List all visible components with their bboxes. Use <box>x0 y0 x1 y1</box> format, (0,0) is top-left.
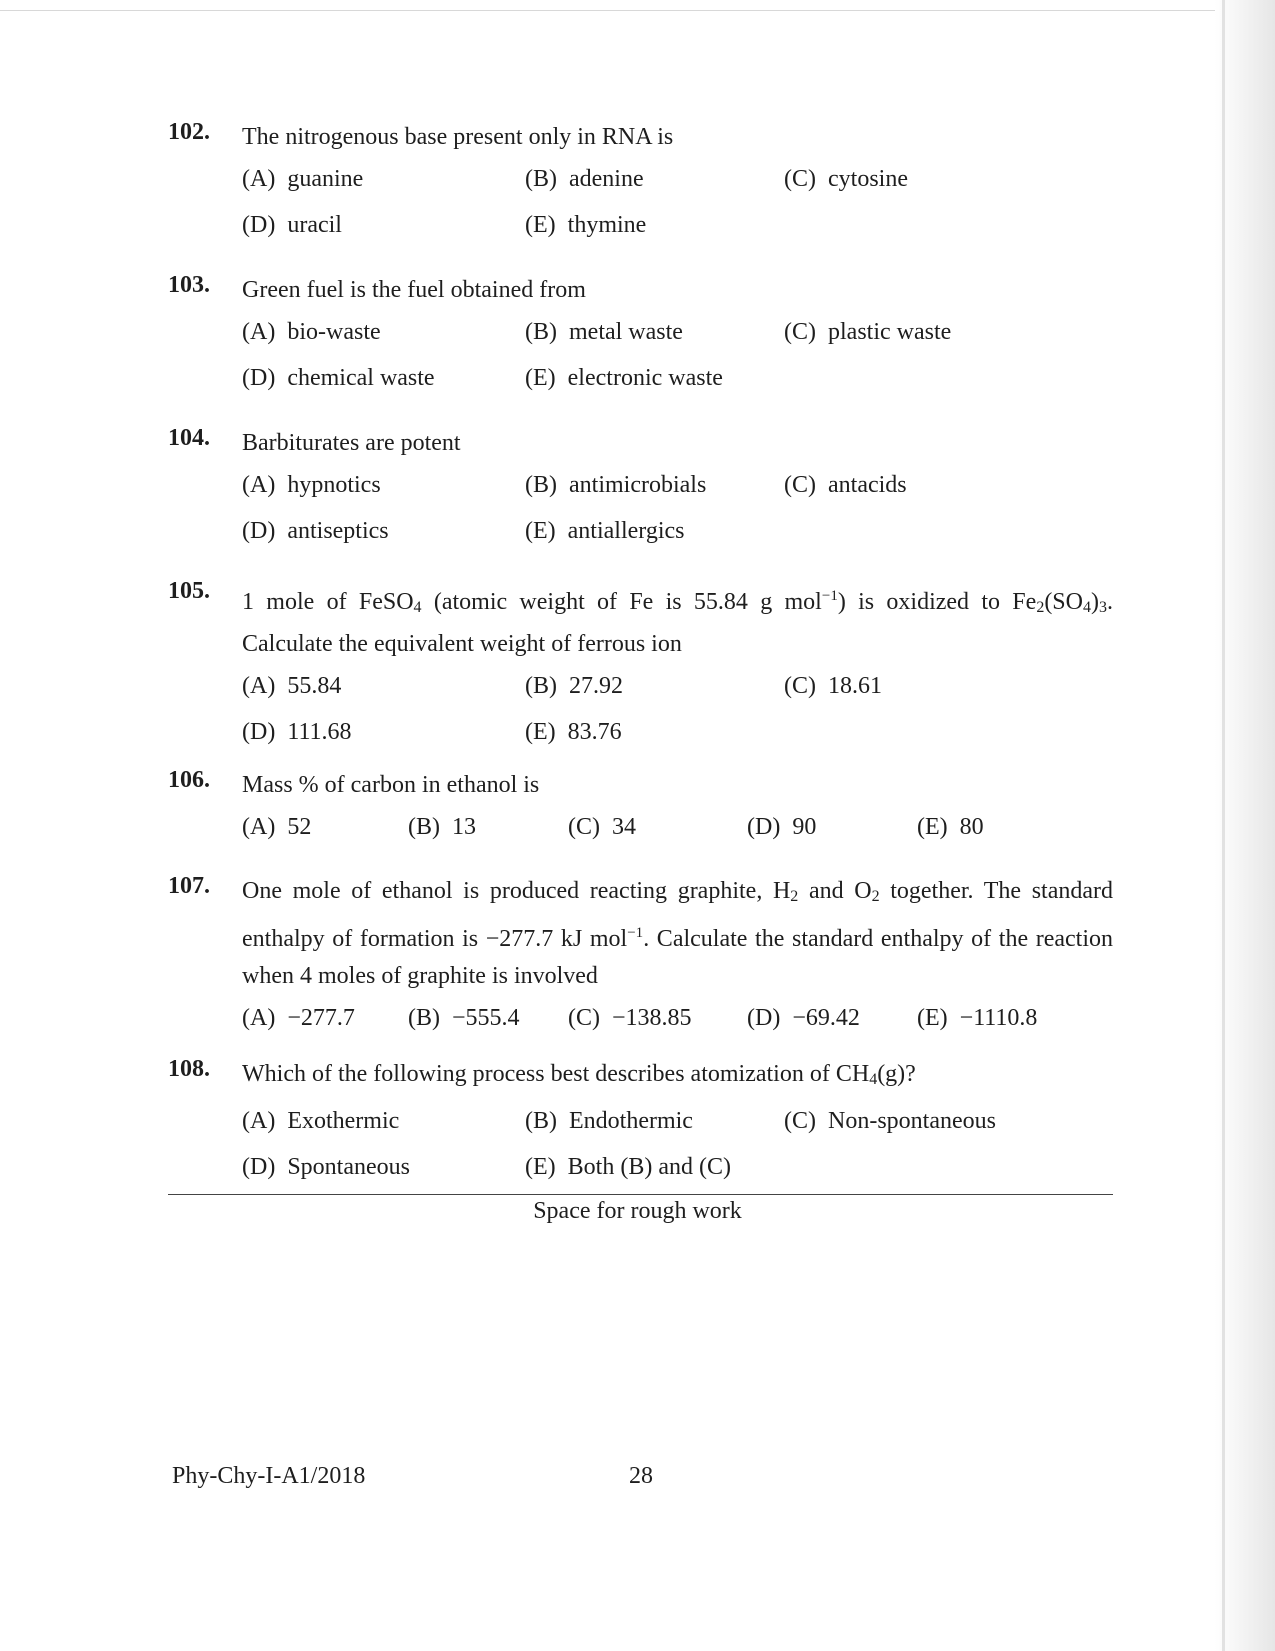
option-text: 18.61 <box>828 673 882 699</box>
option-a[interactable] <box>242 472 381 499</box>
option-b[interactable] <box>525 166 644 193</box>
option-d[interactable] <box>242 719 352 746</box>
option-e[interactable] <box>525 365 723 392</box>
option-text: 80 <box>959 814 984 840</box>
option-text: 13 <box>452 814 476 840</box>
option-d[interactable] <box>242 365 435 392</box>
option-text: 55.84 <box>287 673 342 699</box>
superscript: −1 <box>627 925 644 941</box>
option-label: (E) <box>917 814 948 840</box>
subscript: 3 <box>1098 599 1107 616</box>
question-text-part: (SO <box>1044 589 1083 615</box>
option-d[interactable] <box>242 518 389 545</box>
option-text: 52 <box>287 814 312 840</box>
option-text: Both (B) and (C) <box>567 1154 731 1180</box>
question-number: 103. <box>168 272 210 298</box>
option-label: (A) <box>242 1108 276 1134</box>
question-text-part: and O <box>798 878 872 904</box>
option-e[interactable] <box>525 212 646 239</box>
question-text: Mass % of carbon in ethanol is <box>242 772 540 798</box>
option-text: 90 <box>792 814 817 840</box>
option-text: 34 <box>612 814 636 840</box>
option-label: (D) <box>747 1005 781 1031</box>
option-c[interactable] <box>784 166 908 193</box>
option-text: −555.4 <box>452 1005 520 1031</box>
subscript: 2 <box>790 888 799 905</box>
question-text-part: 1 mole of FeSO <box>242 589 414 615</box>
subscript: 4 <box>869 1071 878 1088</box>
option-text: electronic waste <box>567 365 723 391</box>
question-number: 105. <box>168 578 210 604</box>
options-row-1 <box>242 156 1113 202</box>
question-text: Green fuel is the fuel obtained from <box>242 277 586 303</box>
subscript: 2 <box>1036 599 1045 616</box>
option-text: −69.42 <box>792 1005 860 1031</box>
option-label: (E) <box>525 1154 556 1180</box>
option-label: (C) <box>784 319 816 345</box>
option-text: Endothermic <box>569 1108 693 1134</box>
question-text <box>242 873 1113 995</box>
option-c[interactable] <box>568 1005 692 1032</box>
option-e[interactable] <box>525 1154 731 1181</box>
question-text-part: ) is oxidized to Fe <box>837 589 1037 615</box>
option-text: antimicrobials <box>569 472 707 498</box>
option-label: (D) <box>747 814 781 840</box>
question-105 <box>168 578 1113 755</box>
option-text: hypnotics <box>287 472 381 498</box>
question-text-part: . Calculate the standard enthalpy of the reaction when 4 moles of graphite is involved <box>242 926 1114 989</box>
option-text: guanine <box>287 166 364 192</box>
question-text: The nitrogenous base present only in RNA is <box>242 124 674 150</box>
option-label: (B) <box>408 814 440 840</box>
scan-fold-line <box>1222 0 1225 1651</box>
options-row-1 <box>242 462 1113 508</box>
option-d[interactable] <box>242 1154 410 1181</box>
option-b[interactable] <box>525 319 683 346</box>
option-label: (A) <box>242 319 276 345</box>
option-b[interactable] <box>525 472 706 499</box>
question-text-part: Which of the following process best describes atomization of CH <box>242 1061 870 1087</box>
option-label: (E) <box>525 212 556 238</box>
option-label: (D) <box>242 212 276 238</box>
option-label: (C) <box>568 1005 600 1031</box>
option-text: adenine <box>569 166 644 192</box>
question-text: Barbiturates are potent <box>242 430 461 456</box>
option-text: antacids <box>828 472 907 498</box>
option-label: (E) <box>525 719 556 745</box>
question-number: 107. <box>168 873 210 899</box>
option-d[interactable] <box>747 814 816 841</box>
option-text: 111.68 <box>287 719 352 745</box>
superscript: −1 <box>821 588 838 604</box>
question-107 <box>168 873 1113 1041</box>
option-label: (A) <box>242 472 276 498</box>
option-label: (B) <box>525 472 557 498</box>
question-text <box>242 1056 1113 1098</box>
option-label: (A) <box>242 814 276 840</box>
option-text: Exothermic <box>287 1108 400 1134</box>
question-text-part: . Calculate the equivalent weight of ferrous ion <box>242 589 1113 657</box>
option-label: (C) <box>568 814 600 840</box>
option-text: cytosine <box>828 166 908 192</box>
option-label: (D) <box>242 518 276 544</box>
options-row-1 <box>242 663 1113 709</box>
option-label: (B) <box>525 166 557 192</box>
subscript: 4 <box>1082 599 1091 616</box>
options-row-1 <box>242 309 1113 355</box>
option-d[interactable] <box>747 1005 860 1032</box>
option-label: (A) <box>242 166 276 192</box>
option-label: (C) <box>784 673 816 699</box>
options-row-2 <box>242 508 1113 554</box>
option-label: (C) <box>784 166 816 192</box>
option-label: (B) <box>525 1108 557 1134</box>
option-text: antiallergics <box>567 518 685 544</box>
options-row-1 <box>242 804 1113 850</box>
option-label: (E) <box>525 365 556 391</box>
option-c[interactable] <box>784 472 907 499</box>
options-row-2 <box>242 355 1113 401</box>
option-b[interactable] <box>408 1005 520 1032</box>
options-row-1 <box>242 995 1113 1041</box>
option-e[interactable] <box>917 1005 1037 1032</box>
option-c[interactable] <box>784 673 882 700</box>
option-label: (E) <box>525 518 556 544</box>
option-text: thymine <box>567 212 647 238</box>
option-text: −1110.8 <box>959 1005 1038 1031</box>
option-text: −277.7 <box>287 1005 355 1031</box>
option-text: bio-waste <box>287 319 381 345</box>
option-text: 27.92 <box>569 673 623 699</box>
question-106 <box>168 767 1113 850</box>
option-e[interactable] <box>917 814 984 841</box>
option-label: (B) <box>408 1005 440 1031</box>
question-103 <box>168 272 1113 401</box>
option-a[interactable] <box>242 166 363 193</box>
question-text-part: (atomic weight of Fe is 55.84 g mol <box>421 589 822 615</box>
option-b[interactable] <box>408 814 476 841</box>
option-b[interactable] <box>525 673 623 700</box>
option-label: (C) <box>784 1108 816 1134</box>
option-text: −138.85 <box>612 1005 692 1031</box>
option-c[interactable] <box>568 814 636 841</box>
option-label: (D) <box>242 1154 276 1180</box>
question-104 <box>168 425 1113 554</box>
option-a[interactable] <box>242 1108 399 1135</box>
options-row-2 <box>242 709 1113 755</box>
question-text-part: together. The standard enthalpy of formation is −277.7 kJ mol <box>242 878 1113 952</box>
option-a[interactable] <box>242 814 311 841</box>
rough-work-label: Space for rough work <box>533 1198 742 1224</box>
rough-work-divider <box>168 1194 1113 1195</box>
options-row-1 <box>242 1098 1113 1144</box>
option-label: (A) <box>242 673 276 699</box>
option-text: antiseptics <box>287 518 389 544</box>
options-row-2 <box>242 1144 1113 1190</box>
question-108 <box>168 1056 1113 1190</box>
option-text: chemical waste <box>287 365 435 391</box>
option-c[interactable] <box>784 319 951 346</box>
paper-code: Phy-Chy-I-A1/2018 <box>172 1463 366 1489</box>
question-number: 108. <box>168 1056 210 1082</box>
option-text: Spontaneous <box>287 1154 410 1180</box>
subscript: 2 <box>871 888 880 905</box>
option-label: (B) <box>525 319 557 345</box>
option-d[interactable] <box>242 212 342 239</box>
option-text: 83.76 <box>567 719 622 745</box>
option-label: (C) <box>784 472 816 498</box>
question-number: 104. <box>168 425 210 451</box>
option-label: (D) <box>242 719 276 745</box>
question-number: 106. <box>168 767 210 793</box>
option-c[interactable] <box>784 1108 996 1135</box>
option-label: (B) <box>525 673 557 699</box>
option-text: metal waste <box>569 319 683 345</box>
page-number: 28 <box>629 1463 653 1489</box>
question-text <box>242 578 1113 663</box>
question-102 <box>168 119 1113 248</box>
option-text: uracil <box>287 212 342 238</box>
question-text-part: ) <box>1090 589 1099 615</box>
question-text-part: One mole of ethanol is produced reacting graphite, H <box>242 878 791 904</box>
option-text: plastic waste <box>828 319 952 345</box>
subscript: 4 <box>413 599 422 616</box>
option-a[interactable] <box>242 673 341 700</box>
option-text: Non-spontaneous <box>828 1108 996 1134</box>
option-label: (D) <box>242 365 276 391</box>
question-text-part: (g)? <box>877 1061 916 1087</box>
option-b[interactable] <box>525 1108 693 1135</box>
option-label: (A) <box>242 1005 276 1031</box>
question-number: 102. <box>168 119 210 145</box>
option-e[interactable] <box>525 518 685 545</box>
option-label: (E) <box>917 1005 948 1031</box>
option-a[interactable] <box>242 319 381 346</box>
option-e[interactable] <box>525 719 622 746</box>
scan-top-edge <box>0 10 1275 11</box>
option-a[interactable] <box>242 1005 355 1032</box>
options-row-2 <box>242 202 1113 248</box>
